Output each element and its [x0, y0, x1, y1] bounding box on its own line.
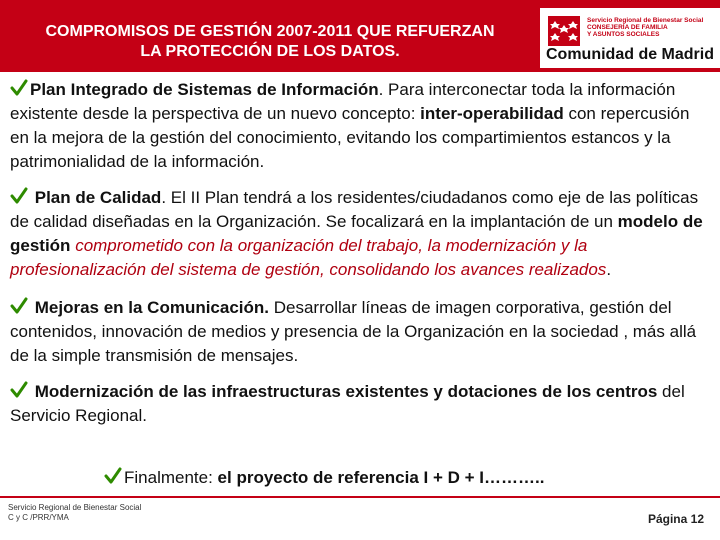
item-bold-term: inter-operabilidad [420, 104, 564, 123]
logo-text-small [587, 17, 703, 38]
list-item [10, 186, 712, 282]
page-number: Página 12 [647, 512, 704, 526]
slide-title-line2: LA PROTECCIÓN DE LOS DATOS. [140, 43, 400, 60]
checkmark-icon [10, 79, 28, 97]
checkmark-icon [10, 297, 28, 315]
final-line [104, 466, 544, 490]
item-heading: Modernización de las infraestructuras existentes y dotaciones de los centros [34, 382, 658, 401]
item-text: . [606, 260, 612, 279]
item-text: del Servicio Regional. [10, 382, 685, 425]
checkmark-icon [104, 467, 122, 485]
item-text: con repercusión en la mejora de la gestión del conocimiento, evitando los compartimientos estancos y la patrimonialidad de la información. [10, 104, 690, 171]
list-item [10, 78, 712, 174]
footer-divider [0, 496, 720, 498]
item-heading: Plan Integrado de Sistemas de Información [30, 80, 379, 99]
slide-title [10, 22, 530, 62]
logo-main-text: Comunidad de Madrid [546, 46, 714, 63]
item-bold-term: modelo de gestión [10, 212, 703, 255]
item-text: . Para interconectar toda la información existente desde la perspectiva de un nuevo concepto: [10, 80, 676, 123]
final-label: Finalmente: [124, 468, 218, 487]
bullet-list [10, 78, 712, 428]
item-text: Desarrollar líneas de imagen corporativa, gestión del contenidos, innovación de medios y presencia de la Organización en la sociedad , más allá de la simple transmisión de mensajes. [10, 298, 697, 365]
list-item [10, 296, 712, 368]
list-item [10, 380, 712, 428]
item-text: . El II Plan tendrá a los residentes/ciudadanos como eje de las políticas de calidad diseñadas en la Organización. Se focalizará en la implantación de un [10, 188, 699, 231]
item-heading: Plan de Calidad [34, 188, 162, 207]
logo-line3: Y ASUNTOS SOCIALES [587, 31, 660, 38]
final-bold: el proyecto de referencia I + D + I……….. [217, 468, 545, 487]
comunidad-madrid-logo [540, 8, 720, 68]
footer-source [8, 503, 141, 523]
footer-line2: C y C /PRR/YMA [8, 513, 69, 522]
footer-line1: Servicio Regional de Bienestar Social [8, 503, 142, 512]
item-italic-text: comprometido con la organización del trabajo, la modernización y la profesionalización del sistema de gestión, consolidando los avances realizados [10, 236, 607, 279]
slide-title-line1: COMPROMISOS DE GESTIÓN 2007-2011 QUE REFUERZAN [45, 23, 495, 40]
checkmark-icon [10, 381, 28, 399]
header-bar [0, 0, 720, 72]
logo-line2: CONSEJERÍA DE FAMILIA [587, 24, 668, 31]
logo-line1: Servicio Regional de Bienestar Social [587, 17, 704, 24]
item-heading: Mejoras en la Comunicación. [34, 298, 270, 317]
checkmark-icon [10, 187, 28, 205]
